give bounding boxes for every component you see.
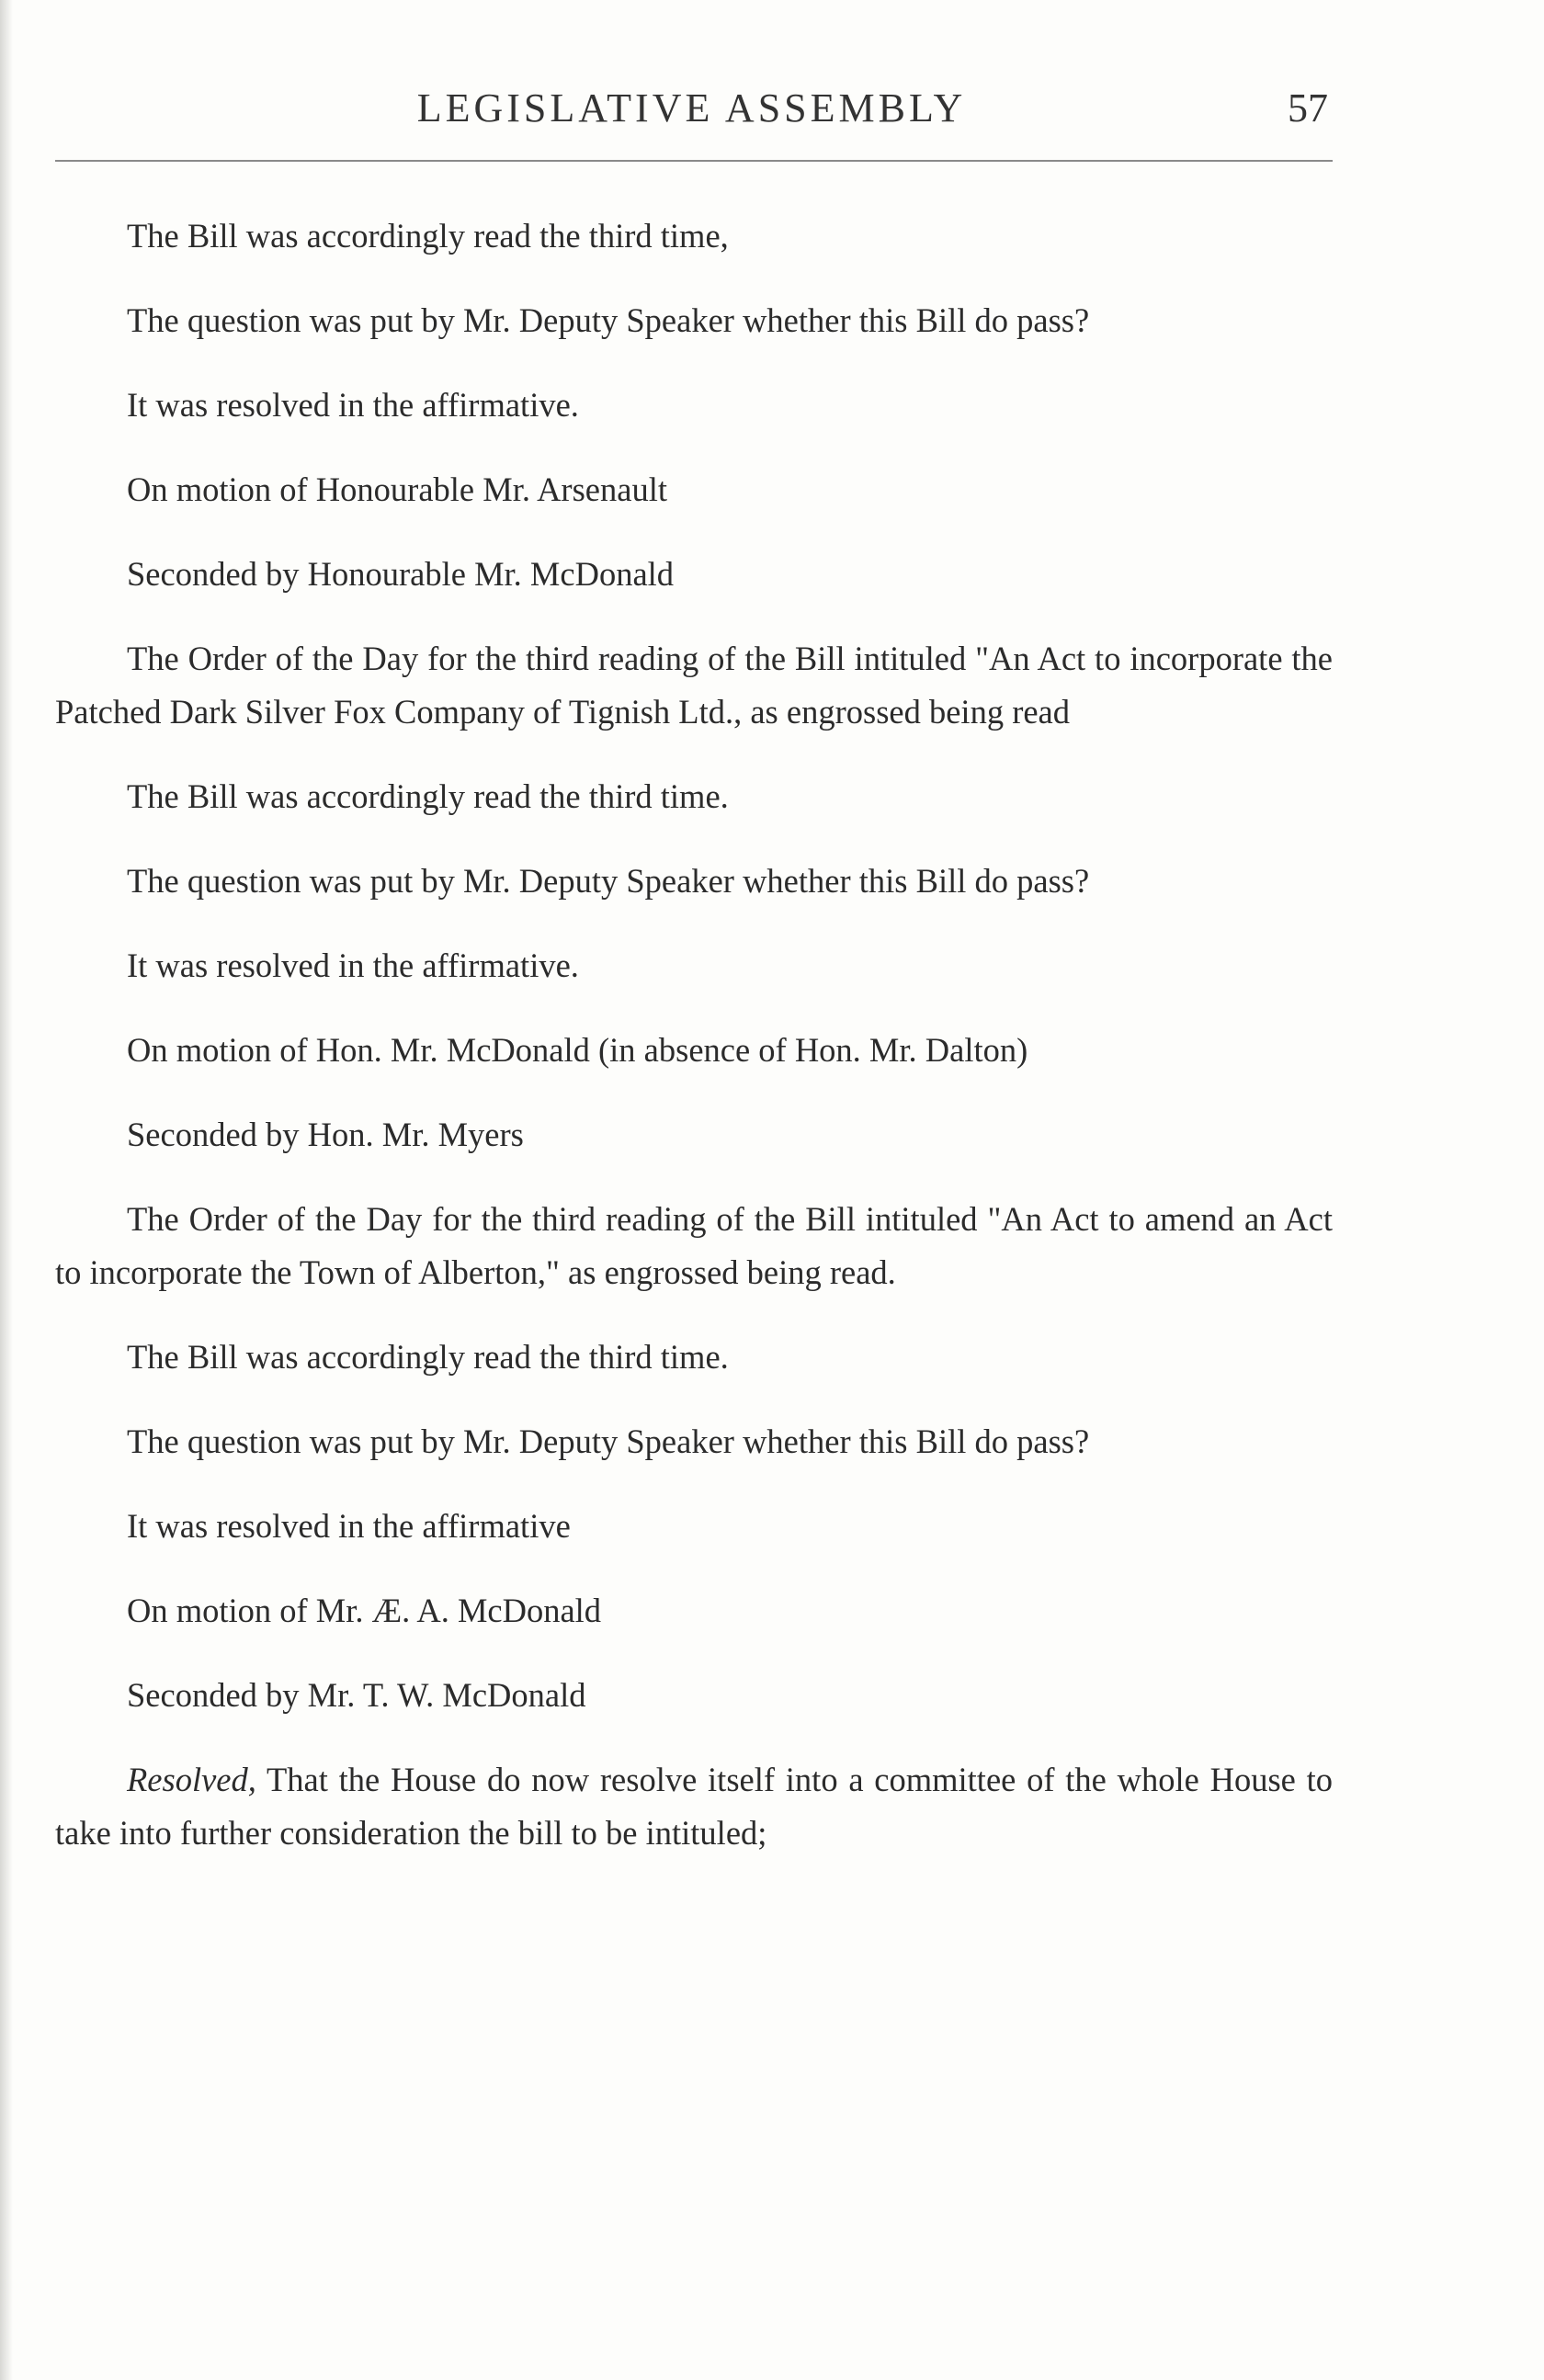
running-title: LEGISLATIVE ASSEMBLY bbox=[416, 85, 967, 130]
page-edge-shadow bbox=[0, 0, 13, 2380]
paragraph: The question was put by Mr. Deputy Speaker whether this Bill do pass? bbox=[127, 1422, 1090, 1460]
header-rule bbox=[55, 160, 1333, 162]
paragraph: The Order of the Day for the third reading of the Bill intituled "An Act to incorporate the Patched Dark Silver Fox Company of Tignish Ltd., as engrossed being read bbox=[55, 640, 1333, 731]
paragraph: Seconded by Hon. Mr. Myers bbox=[127, 1116, 524, 1153]
paragraph: The question was put by Mr. Deputy Speaker whether this Bill do pass? bbox=[127, 862, 1090, 900]
paragraph: It was resolved in the affirmative. bbox=[127, 386, 579, 424]
paragraph: On motion of Mr. Æ. A. McDonald bbox=[127, 1592, 602, 1629]
body-text bbox=[55, 210, 1333, 1891]
paragraph: The Bill was accordingly read the third time, bbox=[127, 217, 729, 255]
paragraph: On motion of Honourable Mr. Arsenault bbox=[127, 470, 667, 508]
running-header bbox=[55, 85, 1328, 140]
paragraph: Seconded by Honourable Mr. McDonald bbox=[127, 555, 675, 593]
resolved-lead: Resolved, bbox=[127, 1761, 256, 1798]
paragraph: The Bill was accordingly read the third time. bbox=[127, 777, 729, 815]
resolution-text: That the House do now resolve itself into a committee of the whole House to take into further consideration the bill to be intituled; bbox=[55, 1761, 1333, 1852]
paragraph: It was resolved in the affirmative. bbox=[127, 946, 579, 984]
resolution-paragraph bbox=[55, 1753, 1333, 1860]
paragraph: Seconded by Mr. T. W. McDonald bbox=[127, 1676, 586, 1714]
paragraph: The Bill was accordingly read the third time. bbox=[127, 1338, 729, 1376]
page-number: 57 bbox=[1288, 85, 1328, 130]
paragraph: It was resolved in the affirmative bbox=[127, 1507, 571, 1545]
paragraph: The Order of the Day for the third reading of the Bill intituled "An Act to amend an Act to incorporate the Town of Alberton," as engrossed being read. bbox=[55, 1200, 1333, 1291]
paragraph: On motion of Hon. Mr. McDonald (in absence of Hon. Mr. Dalton) bbox=[127, 1031, 1028, 1069]
paragraph: The question was put by Mr. Deputy Speaker whether this Bill do pass? bbox=[127, 301, 1090, 339]
